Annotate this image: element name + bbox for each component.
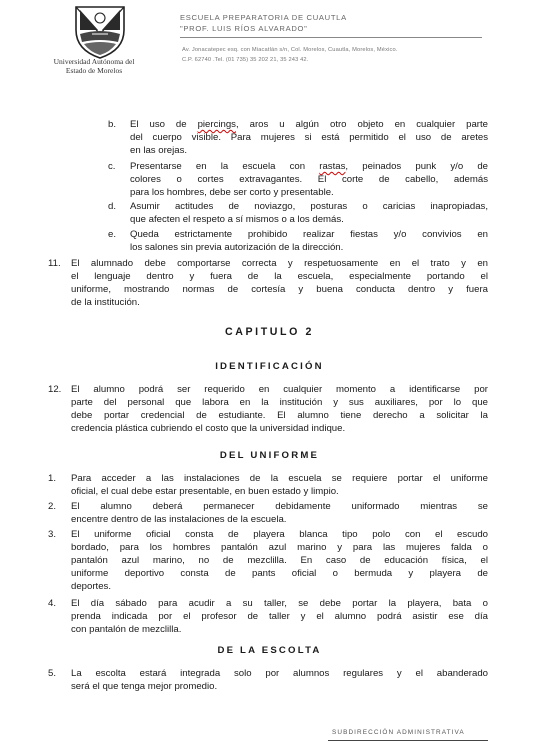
uniform-item-1 — [71, 472, 488, 498]
item-b-label: b. — [108, 119, 117, 130]
address-line-1: Av. Jonacatepec esq. con Miacatlán s/n, Col. Morelos, Cuautla, Morelos, México. — [182, 47, 398, 53]
item-b-text-1: El uso de — [130, 119, 198, 130]
section-heading-uniforme: DEL UNIFORME — [219, 450, 320, 461]
escolta-item-5-line-1: La escolta estará integrada solo por alumnos regulares y el abanderado — [71, 668, 488, 679]
uniform-item-3-line-3: pantalón azul marino, no de mezclilla. En caso de educación física, el — [71, 555, 488, 566]
uniform-item-4-line-2: prenda indicada por el profesor de taller y el alumno podrá asistir ese día — [71, 611, 488, 622]
uniform-item-2 — [71, 500, 488, 526]
item-12-line-1: El alumno podrá ser requerido en cualquier momento a identificarse por — [71, 384, 488, 395]
uniform-item-3-label: 3. — [48, 529, 57, 540]
item-e-line-1: Queda estrictamente prohibido realizar fiestas y/o convivios en — [130, 229, 488, 240]
item-12-line-4: credencia plástica cubriendo el costo que la universidad indique. — [71, 423, 346, 434]
item-b-line-3: en las orejas. — [130, 145, 188, 156]
item-c-flagged-word: rastas — [319, 161, 346, 172]
item-d-line-1: Asumir actitudes de noviazgo, posturas o caricias inapropiadas, — [130, 201, 488, 212]
footer-label: SUBDIRECCIÓN ADMINISTRATIVA — [332, 729, 465, 736]
item-11-line-3: uniforme, mostrando normas de cortesía y buena conducta dentro y fuera — [71, 284, 488, 295]
item-e-label: e. — [108, 229, 117, 240]
item-e-line-2: los salones sin previa autorización de la dirección. — [130, 242, 344, 253]
university-name-line-2: Estado de Morelos — [65, 65, 123, 75]
item-b — [130, 118, 488, 157]
address-line-2: C.P. 62740 .Tel. (01 735) 35 202 21, 35 243 42. — [182, 57, 309, 63]
item-11 — [71, 257, 488, 309]
item-11-line-4: de la institución. — [71, 297, 140, 308]
item-c — [130, 160, 488, 199]
footer-divider — [328, 740, 488, 741]
uniform-item-4 — [71, 597, 488, 636]
section-heading-escolta: DE LA ESCOLTA — [217, 645, 322, 656]
section-heading-identificacion: IDENTIFICACIÓN — [215, 361, 324, 372]
item-e — [130, 228, 488, 254]
uniform-item-3-line-1: El uniforme oficial consta de playera blanca tipo polo con el escudo — [71, 529, 488, 540]
item-12 — [71, 383, 488, 435]
school-subtitle: "PROF. LUIS RÍOS ALVARADO" — [180, 24, 308, 33]
item-12-line-3: debe portar credencial de estudiante. El alumno tiene derecho a solicitar la — [71, 410, 488, 421]
uniform-item-4-line-1: El día sábado para acudir a su taller, se debe portar la playera, bata o — [71, 598, 488, 609]
uniform-item-3-line-4: uniforme deportivo consta de pants oficial o bermuda y playera de — [71, 568, 488, 579]
uniform-item-3-line-5: deportes. — [71, 581, 112, 592]
escolta-item-5 — [71, 667, 488, 693]
item-b-flagged-word: piercings — [197, 119, 236, 130]
item-11-line-2: el lenguaje dentro y fuera de la escuela, especialmente portando el — [71, 271, 488, 282]
uniform-item-4-label: 4. — [48, 598, 57, 609]
uniform-item-3 — [71, 528, 488, 593]
item-11-label: 11. — [48, 258, 61, 269]
chapter-heading: CAPITULO 2 — [225, 326, 314, 338]
uniform-item-1-line-2: oficial, el cual debe estar presentable, en buen estado y limpio. — [71, 486, 339, 497]
item-c-label: c. — [108, 161, 116, 172]
item-11-line-1: El alumnado debe comportarse correcta y respetuosamente en el trato y en — [71, 258, 488, 269]
item-12-line-2: parte del personal que labora en la institución y sus auxiliares, por lo que — [71, 397, 488, 408]
item-b-text-2: , aros u algún otro objeto en cualquier parte — [235, 119, 488, 130]
item-c-line-2: colores o cortes extravagantes. El corte de cabello, además — [130, 174, 488, 185]
uniform-item-2-line-2: encentre dentro de las instalaciones de la escuela. — [71, 514, 287, 525]
uniform-item-4-line-3: con pantalón de mezclilla. — [71, 624, 182, 635]
escolta-item-5-label: 5. — [48, 668, 57, 679]
uniform-item-2-line-1: El alumno deberá permanecer debidamente uniformado mientras se — [71, 501, 488, 512]
uniform-item-1-line-1: Para acceder a las instalaciones de la escuela se requiere portar el uniforme — [71, 473, 488, 484]
item-c-text-2: , peinados punk y/o de — [345, 161, 488, 172]
item-12-label: 12. — [48, 384, 62, 395]
uniform-item-1-label: 1. — [48, 473, 57, 484]
uniform-item-3-line-2: bordado, para los hombres pantalón azul marino y para las mujeres falda o — [71, 542, 488, 553]
escolta-item-5-line-2: será el que tenga mejor promedio. — [71, 681, 218, 692]
item-d — [130, 200, 488, 226]
item-d-label: d. — [108, 201, 117, 212]
uniform-item-2-label: 2. — [48, 501, 57, 512]
item-d-line-2: que afecten el respeto a sí mismos o a los demás. — [130, 214, 344, 225]
item-c-line-3: para los hombres, debe ser corto y presentable. — [130, 187, 334, 198]
item-b-line-2: del cuerpo visible. Para mujeres si está permitido el uso de aretes — [130, 132, 488, 143]
item-c-line-1 — [130, 160, 488, 173]
item-b-line-1 — [130, 118, 488, 131]
school-name: ESCUELA PREPARATORIA DE CUAUTLA — [180, 13, 347, 22]
item-c-text-1: Presentarse en la escuela con — [130, 161, 320, 172]
university-name-line-1: Universidad Autónoma del — [53, 57, 135, 66]
